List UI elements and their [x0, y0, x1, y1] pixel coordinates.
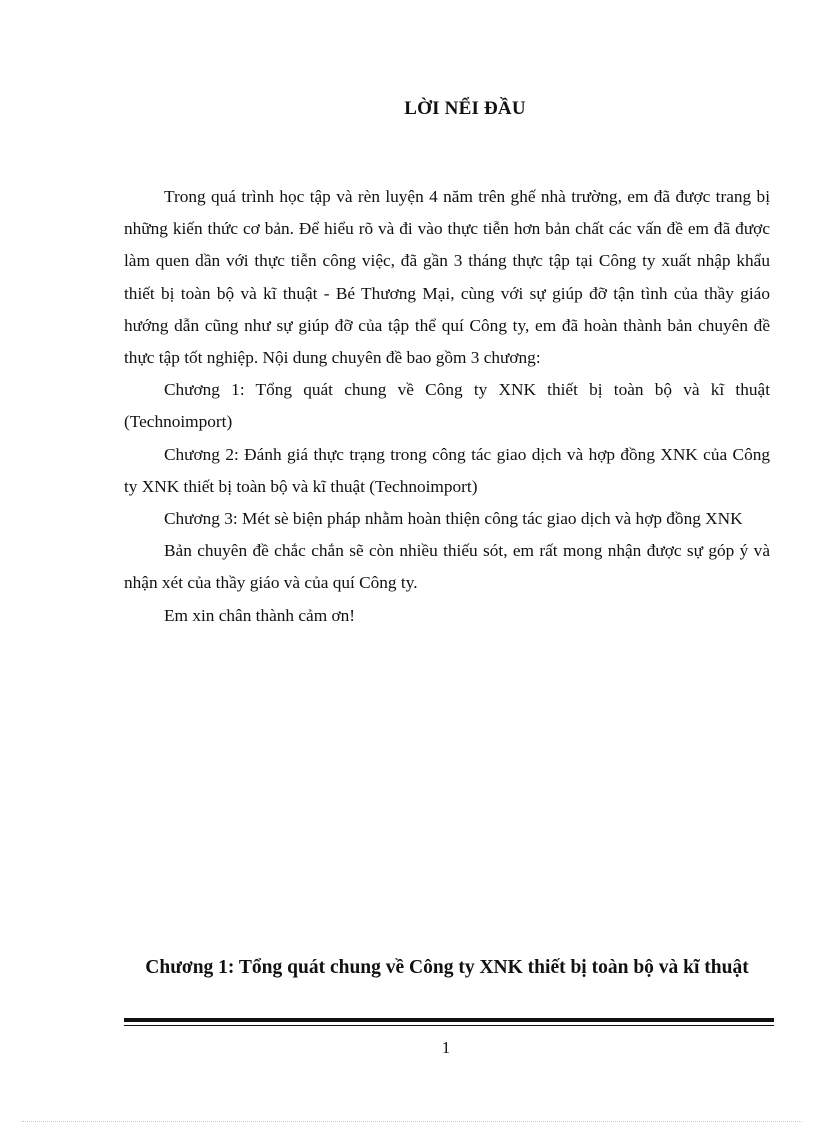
footer-rule-thick [124, 1018, 774, 1022]
page-title: LỜI NỂI ĐẦU [404, 98, 526, 119]
preface-paragraph-thanks: Em xin chân thành cảm ơn! [164, 605, 356, 625]
preface-paragraph-chapter-1: Chương 1: Tổng quát chung về Công ty XNK thiết bị toàn bộ và kĩ thuật (Technoimport) [124, 380, 770, 432]
preface-paragraph-feedback: Bản chuyên đề chắc chắn sẽ còn nhiều thiếu sót, em rất mong nhận được sự góp ý và nhận xét của thầy giáo và của quí Công ty. [124, 541, 770, 593]
preface-paragraph-chapter-2: Chương 2: Đánh giá thực trạng trong công tác giao dịch và hợp đồng XNK của Công ty XNK thiết bị toàn bộ và kĩ thuật (Technoimport) [124, 444, 770, 496]
footer-rule-thin [124, 1025, 774, 1026]
page-number: 1 [441, 1038, 451, 1057]
page-edge-divider [22, 1121, 802, 1122]
preface-paragraph-intro: Trong quá trình học tập và rèn luyện 4 năm trên ghế nhà trường, em đã được trang bị những kiến thức cơ bản. Để hiểu rõ và đi vào thực tiễn hơn bản chất các vấn đề em đã được làm quen dần với thực tiễn công việc, đã gần 3 tháng thực tập tại Công ty xuất nhập khẩu thiết bị toàn bộ và kĩ thuật - Bé Thương Mại, cùng với sự giúp đỡ tận tình của thầy giáo hướng dẫn cũng như sự giúp đỡ của tập thể quí Công ty, em đã hoàn thành bản chuyên đề thực tập tốt nghiệp. Nội dung chuyên đề bao gồm 3 chương: [124, 187, 770, 368]
chapter-heading: Chương 1: Tổng quát chung về Công ty XNK thiết bị toàn bộ và kĩ thuật [145, 957, 749, 978]
preface-body [124, 181, 770, 632]
preface-paragraph-chapter-3: Chương 3: Mét sè biện pháp nhằm hoàn thiện công tác giao dịch và hợp đồng XNK [164, 509, 743, 529]
